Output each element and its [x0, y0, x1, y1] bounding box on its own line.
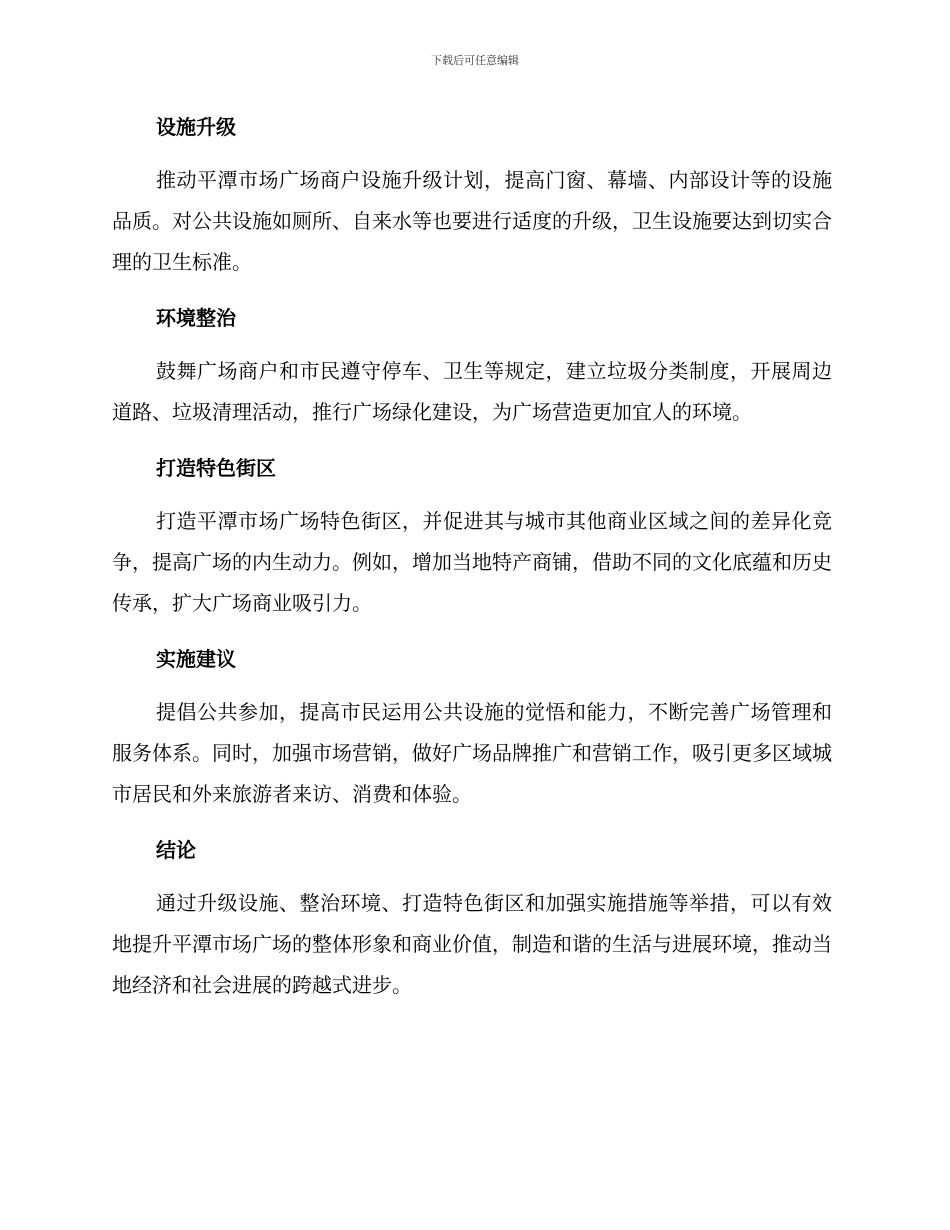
- section-heading: 实施建议: [156, 647, 236, 671]
- section-paragraph: 提倡公共参加，提高市民运用公共设施的觉悟和能力，不断完善广场管理和服务体系。同时，加强市场营销，做好广场品牌推广和营销工作，吸引更多区域城市居民和外来旅游者来访、消费和体验。: [112, 700, 832, 806]
- section-environment: [112, 297, 832, 433]
- page-header-note: 下载后可任意编辑: [431, 54, 519, 67]
- section-heading: 打造特色街区: [156, 456, 276, 480]
- section-paragraph: 推动平潭市场广场商户设施升级计划，提高门窗、幕墙、内部设计等的设施品质。对公共设施如厕所、自来水等也要进行适度的升级，卫生设施要达到切实合理的卫生标准。: [112, 168, 832, 274]
- section-paragraph: 鼓舞广场商户和市民遵守停车、卫生等规定，建立垃圾分类制度，开展周边道路、垃圾清理活动，推行广场绿化建设，为广场营造更加宜人的环境。: [112, 359, 832, 424]
- section-heading: 环境整治: [156, 306, 236, 330]
- section-feature-district: [112, 447, 832, 624]
- section-paragraph: 通过升级设施、整治环境、打造特色街区和加强实施措施等举措，可以有效地提升平潭市场广场的整体形象和商业价值，制造和谐的生活与进展环境，推动当地经济和社会进展的跨越式进步。: [112, 891, 832, 997]
- section-heading: 结论: [156, 838, 196, 862]
- section-paragraph: 打造平潭市场广场特色街区，并促进其与城市其他商业区域之间的差异化竞争，提高广场的内生动力。例如，增加当地特产商铺，借助不同的文化底蕴和历史传承，扩大广场商业吸引力。: [112, 509, 832, 615]
- section-conclusion: [112, 829, 832, 1006]
- section-facility-upgrade: [112, 106, 832, 283]
- document-body: [112, 106, 832, 1020]
- section-heading: 设施升级: [156, 115, 236, 139]
- section-implementation: [112, 638, 832, 815]
